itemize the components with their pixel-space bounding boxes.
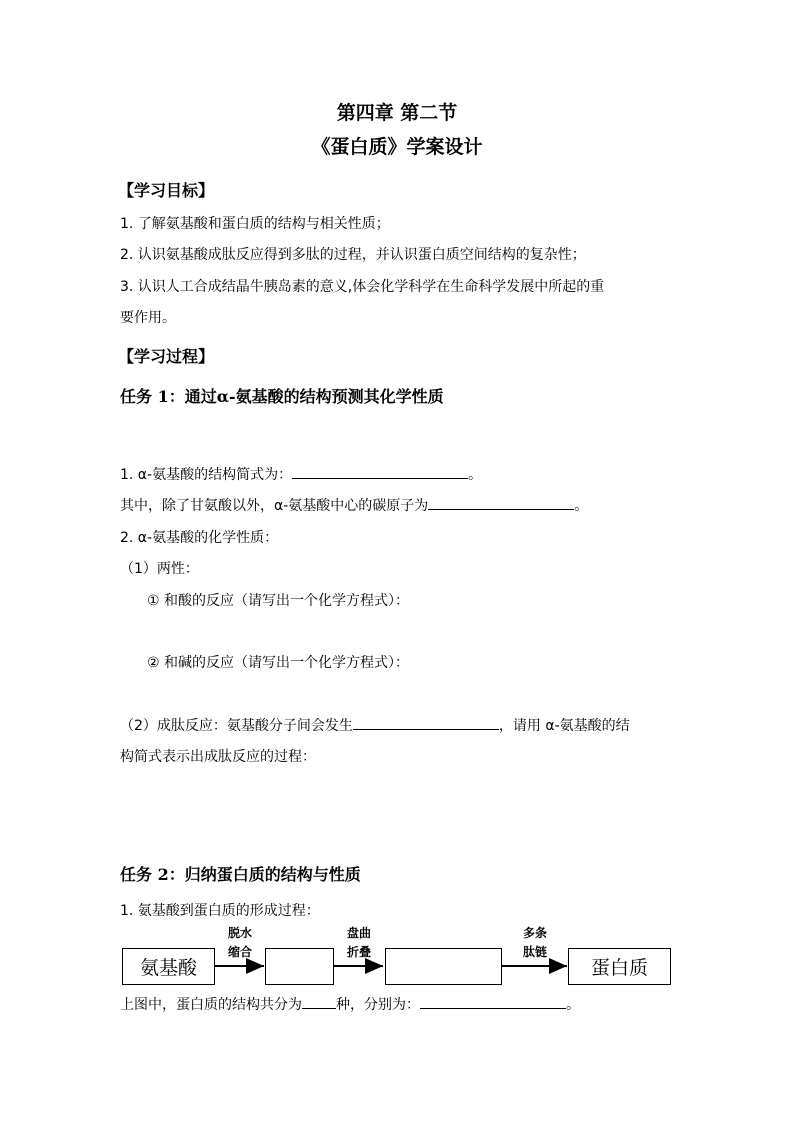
task2-q1: 1. 氨基酸到蛋白质的形成过程： [120, 903, 320, 919]
arrow2-bottom: 折叠 [346, 945, 371, 959]
summary-prefix: 上图中，蛋白质的结构共分为 [120, 997, 302, 1013]
objective-item: 2. 认识氨基酸成肽反应得到多肽的过程，并认识蛋白质空间结构的复杂性； [120, 247, 586, 263]
objective-item: 1. 了解氨基酸和蛋白质的结构与相关性质； [120, 216, 390, 232]
summary-suffix: 。 [566, 997, 580, 1013]
base-reaction-prompt: ② 和碱的反应（请写出一个化学方程式）： [147, 655, 409, 671]
chapter-title: 第四章 第二节 [336, 102, 458, 124]
peptide-line2: 构简式表示出成肽反应的过程： [120, 749, 316, 765]
task1-q1-prefix: 1. α-氨基酸的结构简式为： [120, 467, 293, 483]
arrow1-bottom: 缩合 [227, 945, 252, 959]
arrow3-bottom: 肽链 [522, 945, 547, 959]
task1-q1-suffix: 。 [468, 467, 483, 483]
process-heading: 【学习过程】 [118, 347, 215, 366]
amphoteric-label: （1）两性： [120, 561, 199, 577]
arrow3-label [508, 924, 562, 962]
task2-title: 任务 2：归纳蛋白质的结构与性质 [120, 865, 361, 884]
arrow3-top: 多条 [522, 926, 547, 940]
acid-reaction-prompt: ① 和酸的反应（请写出一个化学方程式）： [147, 593, 409, 609]
structure-types-blank[interactable] [420, 994, 566, 1009]
objective-item: 3. 认识人工合成结晶牛胰岛素的意义,体会化学科学在生命科学发展中所起的重 [120, 279, 605, 295]
task1-title: 任务 1：通过α-氨基酸的结构预测其化学性质 [120, 387, 444, 406]
task1-q1b-suffix: 。 [574, 498, 589, 514]
arrow2-label [334, 924, 384, 962]
objective-item: 要作用。 [120, 310, 176, 326]
page-title: 《蛋白质》学案设计 [311, 136, 483, 158]
objectives-heading: 【学习目标】 [118, 181, 215, 200]
structure-summary [120, 994, 580, 1014]
arrow1-top: 脱水 [227, 926, 252, 940]
arrow2-top: 盘曲 [346, 926, 371, 940]
protein-box: 蛋白质 [568, 948, 671, 985]
peptide-prefix: （2）成肽反应：氨基酸分子间会发生 [120, 718, 353, 734]
structure-count-blank[interactable] [302, 994, 336, 1009]
blank-box-2[interactable] [385, 948, 502, 985]
task1-q1b-prefix: 其中，除了甘氨酸以外，α-氨基酸中心的碳原子为 [120, 498, 429, 514]
arrow1-label [215, 924, 265, 962]
blank-box-1[interactable] [265, 948, 334, 985]
amino-acid-box: 氨基酸 [122, 948, 215, 985]
summary-mid: 种，分别为： [336, 997, 420, 1013]
peptide-suffix: ，请用 α-氨基酸的结 [498, 718, 630, 734]
task1-q2: 2. α-氨基酸的化学性质： [120, 530, 279, 546]
